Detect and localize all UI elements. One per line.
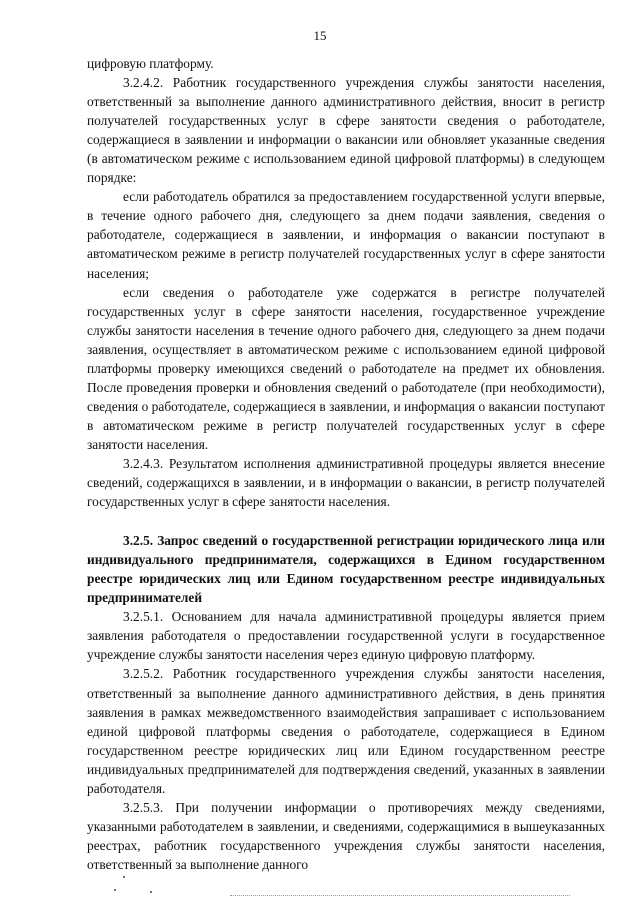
scan-edge-line [230, 895, 570, 896]
section-gap [87, 511, 605, 531]
paragraph-continuation: цифровую платформу. [87, 56, 214, 71]
paragraph-3-2-5-2: 3.2.5.2. Работник государственного учреждения службы занятости населения, ответственный за выполнение данного административного действия, в день принятия заявления в рамках межведомственного взаимодействия запрашивает с использованием единой цифровой платформы сведения о работодателе, содержащиеся в Едином государственном реестре юридических лиц или Едином государственном реестре индивидуальных предпринимателей для подтверждения сведений, указанных в заявлении работодателя. [87, 666, 605, 796]
scan-speck [114, 889, 116, 891]
paragraph-first-request: если работодатель обратился за предоставлением государственной услуги впервые, в течение одного рабочего дня, следующего за днем подачи заявления, сведения о работодателе, содержащиеся в заявлении, и информация о вакансии поступают в автоматическом режиме в регистр получателей государственных услуг в сфере занятости населения; [87, 189, 605, 281]
paragraph-3-2-4-2: 3.2.4.2. Работник государственного учреждения службы занятости населения, ответственный за выполнение данного административного действия, вносит в регистр получателей государственных услуг в сфере занятости сведения о работодателе, содержащиеся в заявлении и информации о вакансии или обновляет указанные сведения (в автоматическом режиме с использованием единой цифровой платформы) в следующем порядке: [87, 75, 605, 186]
scan-speck [123, 876, 125, 878]
paragraph-existing-employer: если сведения о работодателе уже содержатся в регистре получателей государственных услуг в сфере занятости населения, государственное учреждение службы занятости населения в течение одного рабочего дня, следующего за днем подачи заявления, осуществляет в автоматическом режиме с использованием единой цифровой платформы проверку имеющихся сведений о работодателе на предмет их обновления. После проведения проверки и обновления сведений о работодателе (при необходимости), сведения о работодателе, содержащиеся в заявлении, и информация о вакансии поступают в автоматическом режиме в регистр получателей государственных услуг в сфере занятости населения. [87, 284, 605, 452]
scan-speck [150, 891, 152, 893]
paragraph-3-2-5-3: 3.2.5.3. При получении информации о противоречиях между сведениями, указанными работодателем в заявлении, и сведениями, содержащимися в вышеуказанных реестрах, работник государственного учреждения службы занятости населения, ответственный за выполнение данного [87, 799, 605, 872]
paragraph-3-2-5-1: 3.2.5.1. Основанием для начала административной процедуры является прием заявления работодателя о предоставлении государственной услуги в государственное учреждение службы занятости населения через единую цифровую платформу. [87, 609, 605, 663]
section-heading-3-2-5: 3.2.5. Запрос сведений о государственной регистрации юридического лица или индивидуального предпринимателя, содержащихся в Едином государственном реестре юридических лиц или Едином государственном реестре индивидуальных предпринимателей [87, 533, 605, 606]
page-number: 15 [313, 28, 327, 43]
document-body [87, 54, 605, 874]
paragraph-3-2-4-3: 3.2.4.3. Результатом исполнения административной процедуры является внесение сведений, содержащихся в заявлении, и в информации о вакансии, в регистр получателей государственных услуг в сфере занятости населения. [87, 455, 605, 510]
